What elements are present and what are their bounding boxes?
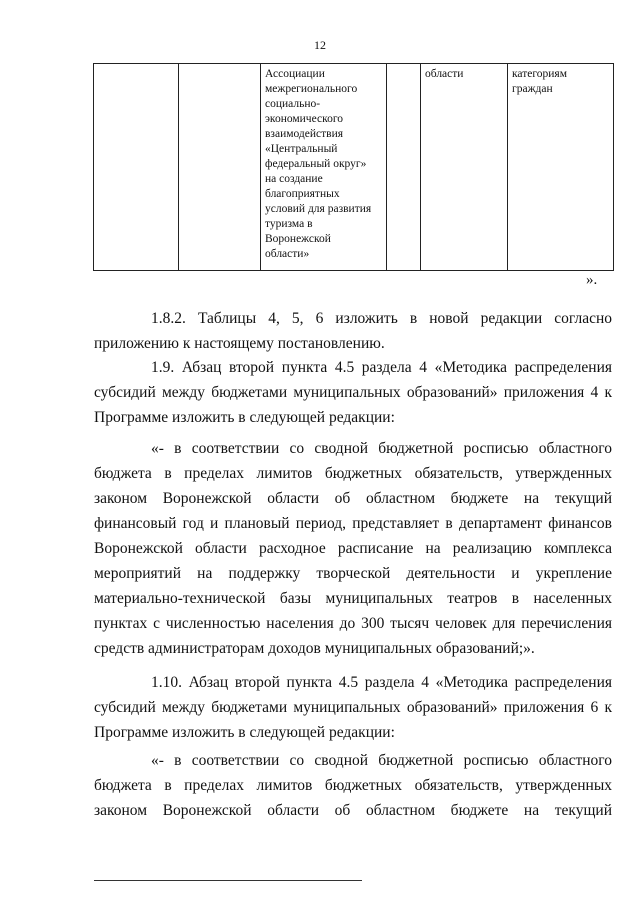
table-cell <box>387 64 421 271</box>
paragraph-line: мероприятий на поддержку творческой деятельности и укрепление <box>94 565 612 582</box>
table-cell <box>179 64 261 271</box>
table-closing-quote: ». <box>586 272 598 288</box>
cell-line: взаимодействия <box>265 128 344 140</box>
paragraph-line: «- в соответствии со сводной бюджетной росписью областного <box>151 752 612 769</box>
cell-line: Воронежской <box>265 233 331 245</box>
paragraph-line: материально-технической базы муниципальных театров в населенных <box>94 590 612 607</box>
paragraph-line: пунктах с численностью населения до 300 тысяч человек для перечисления <box>94 615 612 632</box>
paragraph-line: 1.8.2. Таблицы 4, 5, 6 изложить в новой редакции согласно <box>151 310 612 327</box>
table-cell-region: области <box>421 64 508 271</box>
cell-line: граждан <box>512 83 553 95</box>
paragraph-line: приложению к настоящему постановлению. <box>94 335 385 352</box>
cell-line: социально- <box>265 98 321 110</box>
paragraph-line: субсидий между бюджетами муниципальных образований» приложения 6 к <box>94 699 612 716</box>
cell-line: благоприятных <box>265 188 340 200</box>
paragraph-line: бюджета в пределах лимитов бюджетных обязательств, утвержденных <box>94 777 612 794</box>
table-cell <box>94 64 179 271</box>
paragraph-line: Программе изложить в следующей редакции: <box>94 724 395 741</box>
paragraph-line: финансовый год и плановый период, представляет в департамент финансов <box>94 515 612 532</box>
paragraph-line: 1.10. Абзац второй пункта 4.5 раздела 4 «Методика распределения <box>151 674 612 691</box>
cell-line: Ассоциации <box>265 68 325 80</box>
paragraph-line: Воронежской области расходное расписание на реализацию комплекса <box>94 540 612 557</box>
cell-line: экономического <box>265 113 344 125</box>
quoted-paragraph-2 <box>94 748 612 823</box>
footer-divider <box>94 880 362 881</box>
page-number: 12 <box>314 38 326 52</box>
paragraph-line: средств администраторам доходов муниципальных образований;». <box>94 640 535 657</box>
paragraph-line: законом Воронежской области об областном бюджете на текущий <box>94 490 612 507</box>
cell-line: «Центральный <box>265 143 338 155</box>
cell-line: области» <box>265 248 310 260</box>
table-row <box>94 64 614 271</box>
table-cell-category <box>508 64 614 271</box>
paragraph-line: бюджета в пределах лимитов бюджетных обязательств, утвержденных <box>94 465 612 482</box>
paragraph-1-10 <box>94 670 612 745</box>
paragraph-1-9 <box>94 355 612 430</box>
paragraph-line: 1.9. Абзац второй пункта 4.5 раздела 4 «Методика распределения <box>151 359 612 376</box>
quoted-paragraph-1 <box>94 436 612 661</box>
cell-line: туризма в <box>265 218 313 230</box>
cell-line: категориям <box>512 68 568 80</box>
cell-line: на создание <box>265 173 323 185</box>
paragraph-line: субсидий между бюджетами муниципальных образований» приложения 4 к <box>94 384 612 401</box>
continuation-table <box>93 63 614 271</box>
cell-line: федеральный округ» <box>265 158 367 170</box>
paragraph-line: Программе изложить в следующей редакции: <box>94 409 395 426</box>
paragraph-line: законом Воронежской области об областном бюджете на текущий <box>94 802 612 819</box>
paragraph-line: «- в соответствии со сводной бюджетной росписью областного <box>151 440 612 457</box>
cell-line: условий для развития <box>265 203 372 215</box>
paragraph-1-8-2 <box>94 306 612 356</box>
cell-line: межрегионального <box>265 83 358 95</box>
table-cell-description <box>261 64 387 271</box>
